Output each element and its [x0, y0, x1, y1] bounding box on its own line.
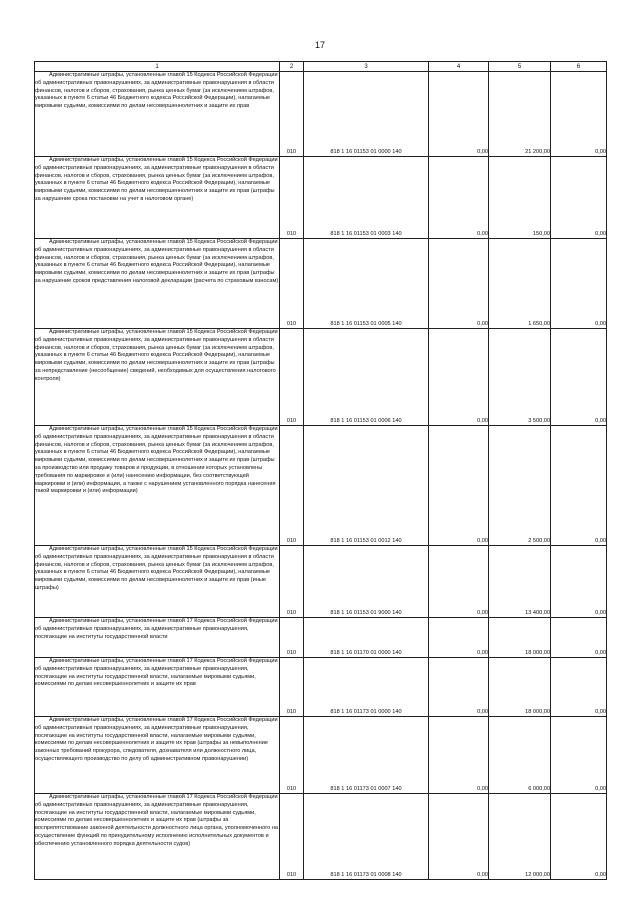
- row-budget-code: 818 1 16 01153 01 0000 140: [304, 72, 429, 157]
- row-value-5: 2 500,00: [489, 426, 551, 546]
- row-description: Административные штрафы, установленные главой 15 Кодекса Российской Федерации об административных правонарушениях, за административные правонарушения в области финансов, налогов и сборов, страхования, рынка ценных бумаг (за исключением штрафов, указанных в пункте 6 статьи 46 Бюджетного кодекса Российской Федерации), налагаемые мировыми судьями, комиссиями по делам несовершеннолетних и защите их прав (штрафы за нарушение сроков представления налоговой декларации (расчета по страховым взносам): [35, 239, 280, 329]
- row-value-6: 0,00: [551, 618, 607, 658]
- row-value-6: 0,00: [551, 794, 607, 880]
- revenue-table: [34, 61, 607, 880]
- row-value-4: 0,00: [429, 794, 489, 880]
- row-value-5: 3 500,00: [489, 329, 551, 426]
- column-header: 6: [551, 62, 607, 72]
- row-value-4: 0,00: [429, 72, 489, 157]
- row-line-code: 010: [280, 658, 304, 717]
- row-line-code: 010: [280, 239, 304, 329]
- row-value-4: 0,00: [429, 426, 489, 546]
- row-line-code: 010: [280, 426, 304, 546]
- row-budget-code: 818 1 16 01153 01 0005 140: [304, 239, 429, 329]
- row-value-6: 0,00: [551, 329, 607, 426]
- row-value-5: 13 400,00: [489, 546, 551, 618]
- row-value-4: 0,00: [429, 239, 489, 329]
- row-value-5: 150,00: [489, 157, 551, 239]
- row-description: Административные штрафы, установленные главой 17 Кодекса Российской Федерации об административных правонарушениях, за административные правонарушения, посягающие на институты государственной власти, налагаемые мировыми судьями, комиссиями по делам несовершеннолетних и защите их прав (штрафы за невыполнение законных требований прокурора, следователя, дознавателя или должностного лица, осуществляющего производство по делу об административном правонарушении): [35, 717, 280, 794]
- row-value-4: 0,00: [429, 717, 489, 794]
- table-row: [35, 157, 607, 239]
- row-value-4: 0,00: [429, 329, 489, 426]
- row-value-6: 0,00: [551, 239, 607, 329]
- table-row: [35, 546, 607, 618]
- page-number: 17: [314, 40, 325, 50]
- row-value-4: 0,00: [429, 658, 489, 717]
- row-description: Административные штрафы, установленные главой 15 Кодекса Российской Федерации об административных правонарушениях, за административные правонарушения в области финансов, налогов и сборов, страхования, рынка ценных бумаг (за исключением штрафов, указанных в пункте 6 статьи 46 Бюджетного кодекса Российской Федерации), налагаемые мировыми судьями, комиссиями по делам несовершеннолетних и защите их прав (иные штрафы): [35, 546, 280, 618]
- row-value-5: 18 000,00: [489, 618, 551, 658]
- table-row: [35, 329, 607, 426]
- row-budget-code: 818 1 16 01173 01 0000 140: [304, 658, 429, 717]
- table-row: [35, 658, 607, 717]
- row-line-code: 010: [280, 794, 304, 880]
- row-line-code: 010: [280, 717, 304, 794]
- row-description: Административные штрафы, установленные главой 15 Кодекса Российской Федерации об административных правонарушениях, за административные правонарушения в области финансов, налогов и сборов, страхования, рынка ценных бумаг (за исключением штрафов, указанных в пункте 6 статьи 46 Бюджетного кодекса Российской Федерации), налагаемые мировыми судьями, комиссиями по делам несовершеннолетних и защите их прав (штрафы за непредставление (несообщение) сведений, необходимых для осуществления налогового контроля): [35, 329, 280, 426]
- table-row: [35, 426, 607, 546]
- row-budget-code: 818 1 16 01153 01 0003 140: [304, 157, 429, 239]
- row-value-6: 0,00: [551, 658, 607, 717]
- table-row: [35, 239, 607, 329]
- row-line-code: 010: [280, 157, 304, 239]
- row-line-code: 010: [280, 618, 304, 658]
- row-value-5: 18 000,00: [489, 658, 551, 717]
- table-row: [35, 618, 607, 658]
- row-value-4: 0,00: [429, 546, 489, 618]
- row-description: Административные штрафы, установленные главой 15 Кодекса Российской Федерации об административных правонарушениях, за административные правонарушения в области финансов, налогов и сборов, страхования, рынка ценных бумаг (за исключением штрафов, указанных в пункте 6 статьи 46 Бюджетного кодекса Российской Федерации), налагаемые мировыми судьями, комиссиями по делам несовершеннолетних и защите их прав: [35, 72, 280, 157]
- row-value-6: 0,00: [551, 157, 607, 239]
- row-budget-code: 818 1 16 01153 01 0012 140: [304, 426, 429, 546]
- row-value-5: 12 000,00: [489, 794, 551, 880]
- row-budget-code: 818 1 16 01173 01 0007 140: [304, 717, 429, 794]
- row-value-5: 21 200,00: [489, 72, 551, 157]
- row-value-5: 6 000,00: [489, 717, 551, 794]
- table-row: [35, 794, 607, 880]
- table-row: [35, 717, 607, 794]
- row-value-6: 0,00: [551, 426, 607, 546]
- row-line-code: 010: [280, 546, 304, 618]
- row-description: Административные штрафы, установленные главой 15 Кодекса Российской Федерации об административных правонарушениях, за административные правонарушения в области финансов, налогов и сборов, страхования, рынка ценных бумаг (за исключением штрафов, указанных в пункте 6 статьи 46 Бюджетного кодекса Российской Федерации), налагаемые мировыми судьями, комиссиями по делам несовершеннолетних и защите их прав (штрафы за производство или продажу товаров и продукции, в отношении которых установлены требования по маркировке и (или) нанесению информации, без соответствующей маркировки и (или) информации, а также с нарушением установленного порядка нанесения такой маркировки и (или) информации): [35, 426, 280, 546]
- column-header: 3: [304, 62, 429, 72]
- row-description: Административные штрафы, установленные главой 17 Кодекса Российской Федерации об административных правонарушениях, за административные правонарушения, посягающие на институты государственной власти: [35, 618, 280, 658]
- row-line-code: 010: [280, 72, 304, 157]
- row-value-5: 1 650,00: [489, 239, 551, 329]
- table-row: [35, 72, 607, 157]
- column-header: 5: [489, 62, 551, 72]
- row-value-6: 0,00: [551, 717, 607, 794]
- row-budget-code: 818 1 16 01153 01 0006 140: [304, 329, 429, 426]
- column-header: 4: [429, 62, 489, 72]
- column-header: 1: [35, 62, 280, 72]
- row-value-6: 0,00: [551, 546, 607, 618]
- row-description: Административные штрафы, установленные главой 15 Кодекса Российской Федерации об административных правонарушениях, за административные правонарушения в области финансов, налогов и сборов, страхования, рынка ценных бумаг (за исключением штрафов, указанных в пункте 6 статьи 46 Бюджетного кодекса Российской Федерации), налагаемые мировыми судьями, комиссиями по делам несовершеннолетних и защите их прав (штрафы за нарушение срока постановки на учет в налоговом органе): [35, 157, 280, 239]
- row-value-6: 0,00: [551, 72, 607, 157]
- row-budget-code: 818 1 16 01170 01 0000 140: [304, 618, 429, 658]
- row-budget-code: 818 1 16 01173 01 0008 140: [304, 794, 429, 880]
- row-budget-code: 818 1 16 01153 01 9000 140: [304, 546, 429, 618]
- row-value-4: 0,00: [429, 157, 489, 239]
- row-description: Административные штрафы, установленные главой 17 Кодекса Российской Федерации об административных правонарушениях, за административные правонарушения, посягающие на институты государственной власти, налагаемые мировыми судьями, комиссиями по делам несовершеннолетних и защите их прав: [35, 658, 280, 717]
- row-line-code: 010: [280, 329, 304, 426]
- header-row: [35, 62, 607, 72]
- column-header: 2: [280, 62, 304, 72]
- row-value-4: 0,00: [429, 618, 489, 658]
- row-description: Административные штрафы, установленные главой 17 Кодекса Российской Федерации об административных правонарушениях, за административные правонарушения, посягающие на институты государственной власти, налагаемые мировыми судьями, комиссиями по делам несовершеннолетних и защите их прав (штрафы за воспрепятствование законной деятельности должностного лица органа, уполномоченного на осуществление функций по принудительному исполнению исполнительных документов и обеспечению установленного порядка деятельности судов): [35, 794, 280, 880]
